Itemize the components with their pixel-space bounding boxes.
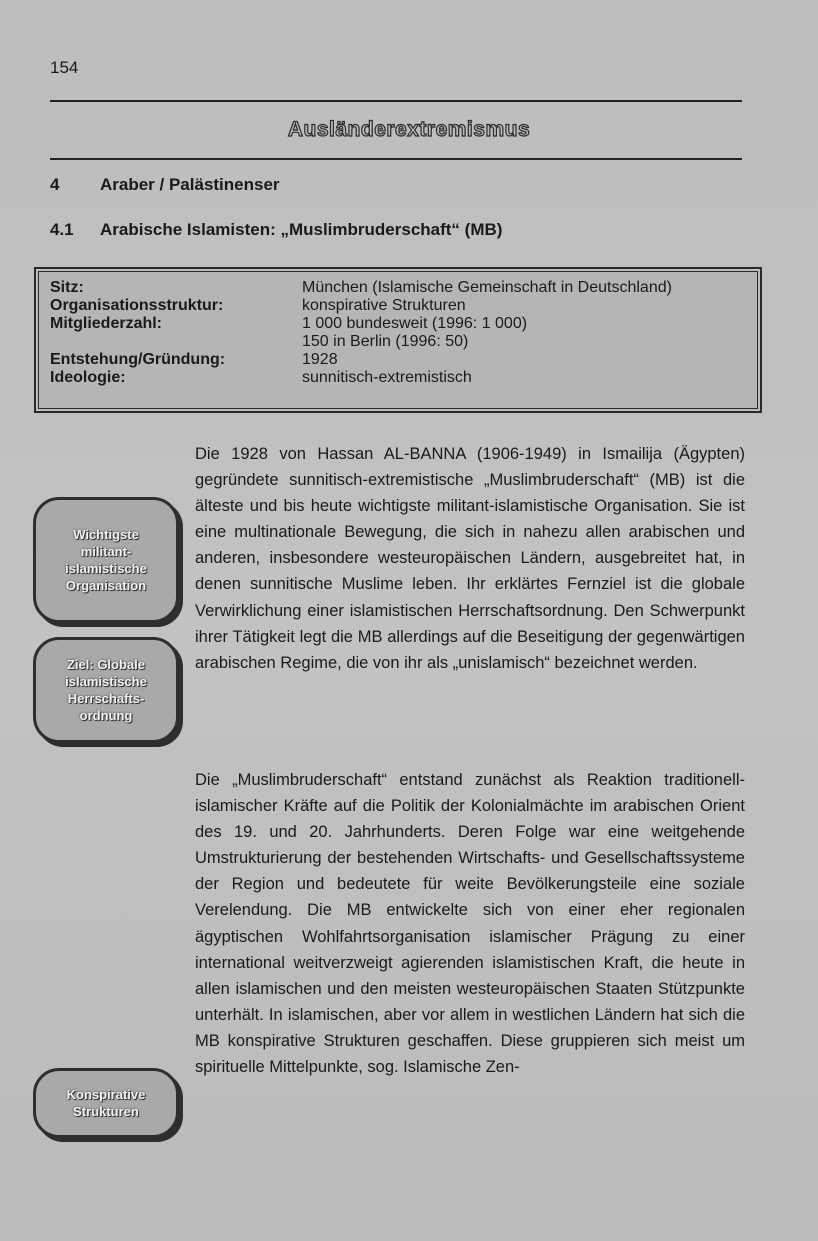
section-heading xyxy=(50,175,280,195)
margin-note-strukturen xyxy=(33,1068,179,1138)
fact-value-organisation: konspirative Strukturen xyxy=(302,297,466,314)
header-rule-top xyxy=(50,100,742,102)
section-number: 4 xyxy=(50,175,60,194)
page-number: 154 xyxy=(50,58,79,77)
fact-value-mitglieder-berlin: 150 in Berlin (1996: 50) xyxy=(302,333,469,350)
running-head: Ausländerextremismus xyxy=(287,118,531,141)
margin-note-text: Ziel: Globale islamistische Herrschafts- ordnung xyxy=(65,657,147,723)
header-rule-bottom xyxy=(50,158,742,160)
body-paragraph: Die „Muslimbruderschaft“ entstand zunächst als Reaktion traditionell-islamischer Kräfte auf die Politik der Kolonialmächte im arabischen Orient des 19. und 20. Jahrhunderts. Deren Folge war eine weitgehende Umstrukturierung der bestehenden Wirtschafts- und Gesellschaftssysteme der Region und bedeutete für weite Bevölkerungsteile eine soziale Verelendung. Die MB entwickelte sich von einer eher regionalen ägyptischen Wohlfahrtsorganisation islamischer Prägung zu einer international weitverzweigt agierenden islamistischen Kraft, die heute in allen islamischen und den meisten westeuropäischen Staaten Stützpunkte unterhält. In islamischen, aber vor allem in westlichen Ländern hat sich die MB konspirative Strukturen geschaffen. Diese gruppieren sich meist um spirituelle Mittelpunkte, sog. Islamische Zen- xyxy=(195,771,745,1077)
fact-label-mitglieder: Mitgliederzahl: xyxy=(50,315,163,332)
margin-note-text: Konspirative Strukturen xyxy=(66,1087,146,1119)
fact-box xyxy=(34,267,762,413)
margin-note-organisation xyxy=(33,497,179,623)
body-paragraph: Die 1928 von Hassan AL-BANNA (1906-1949) in Ismailija (Ägypten) gegründete sunnitisch-extremistische „Muslimbruderschaft“ (MB) ist die älteste und bis heute wichtigste militant-islamistische Organisation. Sie ist eine multinationale Bewegung, die sich in nahezu allen arabischen und anderen, insbesondere westeuropäischen Ländern, ausgebreitet hat, in denen sunnitische Muslime leben. Ihr erklärtes Fernziel ist die globale Verwirklichung einer islamistischen Herrschaftsordnung. Den Schwerpunkt ihrer Tätigkeit legt die MB allerdings auf die Beseitigung der gegenwärtigen arabischen Regime, die von ihr als „unislamisch“ bezeichnet werden. xyxy=(195,445,745,672)
fact-label-sitz: Sitz: xyxy=(50,279,84,296)
margin-note-text: Wichtigste militant- islamistische Organisation xyxy=(65,527,147,593)
fact-value-ideologie: sunnitisch-extremistisch xyxy=(302,369,472,386)
fact-label-ideologie: Ideologie: xyxy=(50,369,126,386)
section-title: Araber / Palästinenser xyxy=(100,175,280,194)
fact-value-gruendung: 1928 xyxy=(302,351,338,368)
fact-label-gruendung: Entstehung/Gründung: xyxy=(50,351,226,368)
fact-label-organisation: Organisationsstruktur: xyxy=(50,297,224,314)
subsection-heading xyxy=(50,220,502,240)
margin-note-ziel xyxy=(33,637,179,743)
fact-value-mitglieder-bund: 1 000 bundesweit (1996: 1 000) xyxy=(302,315,528,332)
subsection-title: Arabische Islamisten: „Muslimbruderschaft“ (MB) xyxy=(100,220,503,239)
subsection-number: 4.1 xyxy=(50,220,74,239)
fact-value-sitz: München (Islamische Gemeinschaft in Deutschland) xyxy=(302,279,672,296)
